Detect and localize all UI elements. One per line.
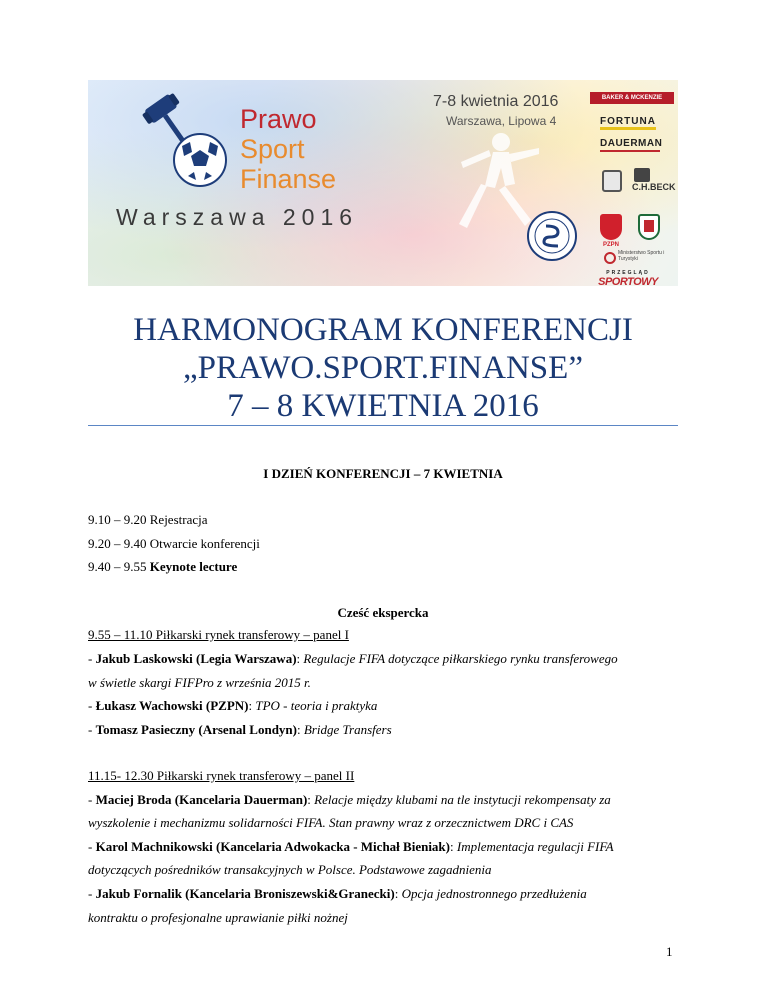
- day1-heading: I DZIEŃ KONFERENCJI – 7 KWIETNIA: [263, 466, 503, 481]
- talk-speaker: Maciej Broda (Kancelaria Dauerman): [95, 792, 308, 807]
- talk-speaker: Jakub Fornalik (Kancelaria Broniszewski&Granecki): [95, 886, 395, 901]
- schedule-time: 9.20 – 9.40: [88, 536, 147, 551]
- schedule-label: Otwarcie konferencji: [149, 536, 260, 551]
- talk-topic: Bridge Transfers: [303, 722, 392, 737]
- talk-pasieczny: - Tomasz Pasieczny (Arsenal Londyn): Bridge Transfers: [88, 722, 392, 737]
- sponsor-dauerman-logo: DAUERMAN: [600, 138, 663, 149]
- football-icon: [172, 132, 228, 188]
- title-divider: [88, 425, 678, 426]
- talk-broda-topic-cont: wyszkolenie i mechanizmu solidarności FIFA. Stan prawny wraz z orzecznictwem DRC i CAS: [88, 815, 574, 830]
- schedule-label: Rejestracja: [149, 512, 208, 527]
- sponsor-pzpn-label: PZPN: [602, 242, 619, 248]
- document-title-line2: „PRAWO.SPORT.FINANSE”: [183, 350, 583, 386]
- schedule-item-registration: [88, 512, 208, 528]
- sponsor-fortuna-logo: FORTUNA: [600, 116, 656, 130]
- talk-speaker: Łukasz Wachowski (PZPN): [95, 698, 249, 713]
- sponsor-dauerman-underline: [600, 150, 660, 152]
- schedule-time: 9.10 – 9.20: [88, 512, 147, 527]
- sponsor-pzpn-crest-icon: [600, 214, 622, 240]
- conference-banner: [88, 80, 678, 286]
- sponsor-cihbeck-icon: [634, 168, 650, 182]
- talk-machnikowski-topic-cont: dotyczących pośredników transakcyjnych w Polsce. Podstawowe zagadnienia: [88, 862, 492, 877]
- talk-fornalik: - Jakub Fornalik (Kancelaria Broniszewski&Granecki): Opcja jednostronnego przedłużenia: [88, 886, 587, 901]
- banner-dates: 7-8 kwietnia 2016: [433, 93, 559, 110]
- schedule-item-keynote: [88, 559, 237, 575]
- talk-speaker: Karol Machnikowski (Kancelaria Adwokacka - Michał Bieniak): [95, 839, 450, 854]
- schedule-label: Keynote lecture: [149, 559, 238, 574]
- banner-title-finanse: Finanse: [240, 164, 337, 194]
- talk-laskowski: - Jakub Laskowski (Legia Warszawa): Regulacje FIFA dotyczące piłkarskiego rynku transferowego: [88, 651, 618, 666]
- talk-topic: Relacje między klubami na tle instytucji rekompensaty za: [314, 792, 611, 807]
- section-title-expert: Cześć ekspercka: [337, 605, 429, 620]
- sponsor-sportowy-logo: SPORTOWY: [598, 276, 658, 286]
- document-title-line1: HARMONOGRAM KONFERENCJI: [133, 312, 633, 348]
- banner-address: Warszawa, Lipowa 4: [446, 114, 557, 128]
- document-title-line3: 7 – 8 KWIETNIA 2016: [227, 388, 539, 424]
- talk-fornalik-topic-cont: kontraktu o profesjonalne uprawianie piłki nożnej: [88, 910, 348, 925]
- page-number: 1: [666, 944, 673, 959]
- talk-topic: TPO - teoria i praktyka: [255, 698, 378, 713]
- sponsor-legia-inner-icon: [644, 220, 654, 232]
- sponsor-ministry-icon: [604, 252, 616, 264]
- sponsor-cihbeck-logo: C.H.BECK: [632, 182, 676, 192]
- talk-machnikowski: - Karol Machnikowski (Kancelaria Adwokacka - Michał Bieniak): Implementacja regulacji FIFA: [88, 839, 614, 854]
- banner-city-year: Warszawa 2016: [116, 204, 359, 230]
- talk-topic: Implementacja regulacji FIFA: [456, 839, 614, 854]
- sponsor-przeglad-label: PRZEGLĄD: [606, 270, 650, 276]
- panel1-heading: 9.55 – 11.10 Piłkarski rynek transferowy – panel I: [88, 627, 349, 642]
- talk-broda: - Maciej Broda (Kancelaria Dauerman): Relacje między klubami na tle instytucji rekompensaty za: [88, 792, 611, 807]
- sponsor-ministry-label: Ministerstwo Sportu i Turystyki: [618, 250, 665, 262]
- talk-speaker: Jakub Laskowski (Legia Warszawa): [95, 651, 297, 666]
- sponsor-baker-logo: BAKER & MCKENZIE: [590, 92, 674, 104]
- conference-emblem-icon: [526, 210, 578, 262]
- schedule-item-opening: [88, 536, 260, 552]
- schedule-time: 9.40 – 9.55: [88, 559, 147, 574]
- talk-speaker: Tomasz Pasieczny (Arsenal Londyn): [95, 722, 297, 737]
- talk-topic: Regulacje FIFA dotyczące piłkarskiego rynku transferowego: [303, 651, 618, 666]
- panel2-heading: 11.15- 12.30 Piłkarski rynek transferowy – panel II: [88, 768, 355, 783]
- sponsor-crest-icon: [602, 170, 622, 192]
- banner-title-prawo: Prawo: [240, 104, 317, 134]
- talk-wachowski: - Łukasz Wachowski (PZPN): TPO - teoria i praktyka: [88, 698, 378, 713]
- banner-title-sport: Sport: [240, 134, 305, 164]
- talk-laskowski-topic-cont: w świetle skargi FIFPro z września 2015 r.: [88, 675, 311, 690]
- talk-topic: Opcja jednostronnego przedłużenia: [401, 886, 587, 901]
